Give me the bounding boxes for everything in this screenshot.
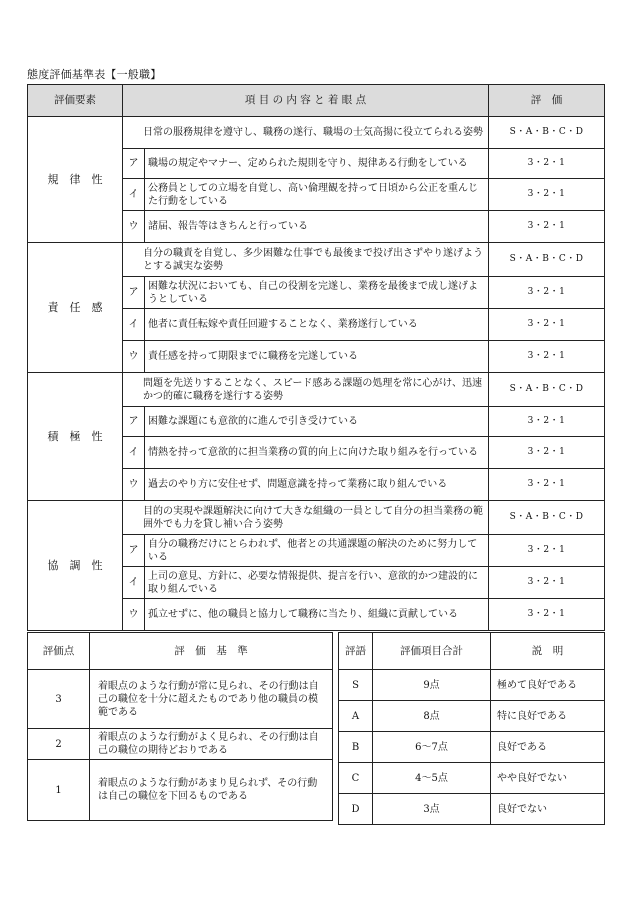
grade-description: 特に良好である	[491, 701, 605, 732]
category-label: 責 任 感	[28, 243, 123, 373]
grade-description: やや良好でない	[491, 763, 605, 794]
sub-rating-scale: 3・2・1	[489, 179, 605, 211]
grade-letter: S	[339, 670, 373, 701]
sub-rating-scale: 3・2・1	[489, 309, 605, 341]
sub-item-text: 過去のやり方に安住せず、問題意識を持って業務に取り組んでいる	[145, 469, 489, 501]
header-grade: 評語	[339, 633, 373, 670]
header-content: 項 目 の 内 容 と 着 眼 点	[123, 85, 489, 117]
sub-item-text: 困難な状況においても、自己の役割を完遂し、業務を最後まで成し遂げようとしている	[145, 277, 489, 309]
sub-item-text: 孤立せずに、他の職員と協力して職務に当たり、組織に貢献している	[145, 599, 489, 631]
sub-item-text: 公務員としての立場を自覚し、高い倫理観を持って日頃から公正を重んじた行動をしている	[145, 179, 489, 211]
page-title: 態度評価基準表【一般職】	[27, 68, 162, 81]
grade-letter: D	[339, 794, 373, 825]
sub-item-text: 他者に責任転嫁や責任回避することなく、業務遂行している	[145, 309, 489, 341]
header-total: 評価項目合計	[373, 633, 491, 670]
criteria-main-row	[28, 501, 605, 535]
grade-row	[339, 670, 605, 701]
sub-item-mark: ウ	[123, 469, 145, 501]
point-body	[28, 670, 333, 821]
sub-item-text: 上司の意見、方針に、必要な情報提供、提言を行い、意欲的かつ建設的に取り組んでいる	[145, 567, 489, 599]
point-criteria-text: 着眼点のような行動があまり見られず、その行動は自己の職位を下回るものである	[90, 760, 333, 821]
main-criterion-text: 目的の実現や課題解決に向けて大きな組織の一員として自分の担当業務の範囲外でも力を貸し補い合う姿勢	[123, 501, 489, 535]
grade-row	[339, 701, 605, 732]
criteria-main-row	[28, 117, 605, 149]
grade-total: 6～7点	[373, 732, 491, 763]
sub-rating-scale: 3・2・1	[489, 567, 605, 599]
sub-item-text: 諸届、報告等はきちんと行っている	[145, 211, 489, 243]
sub-item-mark: ウ	[123, 599, 145, 631]
sub-rating-scale: 3・2・1	[489, 599, 605, 631]
grade-total: 8点	[373, 701, 491, 732]
category-label: 規 律 性	[28, 117, 123, 243]
sub-item-mark: ア	[123, 149, 145, 179]
sub-rating-scale: 3・2・1	[489, 437, 605, 469]
point-value: 1	[28, 760, 90, 821]
header-rating: 評 価	[489, 85, 605, 117]
grade-total: 4～5点	[373, 763, 491, 794]
sub-item-text: 自分の職務だけにとらわれず、他者との共通課題の解決のために努力している	[145, 535, 489, 567]
sub-item-mark: イ	[123, 567, 145, 599]
grade-letter: B	[339, 732, 373, 763]
point-value: 3	[28, 670, 90, 729]
table-header-row	[28, 85, 605, 117]
grade-row	[339, 732, 605, 763]
sub-rating-scale: 3・2・1	[489, 277, 605, 309]
grade-total: 3点	[373, 794, 491, 825]
grade-total: 9点	[373, 670, 491, 701]
grade-description: 良好である	[491, 732, 605, 763]
sub-item-mark: ウ	[123, 341, 145, 373]
criteria-body	[28, 117, 605, 631]
sub-item-mark: イ	[123, 437, 145, 469]
criteria-main-row	[28, 243, 605, 277]
sub-rating-scale: 3・2・1	[489, 341, 605, 373]
grade-description: 良好でない	[491, 794, 605, 825]
grade-letter: A	[339, 701, 373, 732]
category-label: 協 調 性	[28, 501, 123, 631]
sub-item-mark: ア	[123, 535, 145, 567]
main-rating-scale: S・A・B・C・D	[489, 373, 605, 407]
sub-item-mark: ア	[123, 407, 145, 437]
sub-item-mark: ウ	[123, 211, 145, 243]
main-rating-scale: S・A・B・C・D	[489, 243, 605, 277]
sub-rating-scale: 3・2・1	[489, 535, 605, 567]
sub-item-mark: イ	[123, 179, 145, 211]
point-criteria-text: 着眼点のような行動が常に見られ、その行動は自己の職位を十分に超えたものであり他の職員の模範である	[90, 670, 333, 729]
criteria-main-row	[28, 373, 605, 407]
grade-body	[339, 670, 605, 825]
grade-row	[339, 794, 605, 825]
grade-row	[339, 763, 605, 794]
header-point: 評価点	[28, 633, 90, 670]
attitude-criteria-table	[27, 84, 605, 631]
point-value: 2	[28, 729, 90, 760]
sub-item-text: 困難な課題にも意欲的に進んで引き受けている	[145, 407, 489, 437]
point-row	[28, 729, 333, 760]
grade-table	[338, 632, 605, 825]
sub-rating-scale: 3・2・1	[489, 407, 605, 437]
table-header-row	[28, 633, 333, 670]
sub-rating-scale: 3・2・1	[489, 149, 605, 179]
main-rating-scale: S・A・B・C・D	[489, 117, 605, 149]
grade-description: 極めて良好である	[491, 670, 605, 701]
sub-item-mark: ア	[123, 277, 145, 309]
category-label: 積 極 性	[28, 373, 123, 501]
grade-letter: C	[339, 763, 373, 794]
main-criterion-text: 自分の職責を自覚し、多少困難な仕事でも最後まで投げ出さずやり遂げようとする誠実な姿勢	[123, 243, 489, 277]
table-header-row	[339, 633, 605, 670]
sub-item-text: 職場の規定やマナー、定められた規則を守り、規律ある行動をしている	[145, 149, 489, 179]
sub-item-text: 情熱を持って意欲的に担当業務の質的向上に向けた取り組みを行っている	[145, 437, 489, 469]
main-criterion-text: 問題を先送りすることなく、スピード感ある課題の処理を常に心がけ、迅速かつ的確に職務を遂行する姿勢	[123, 373, 489, 407]
header-element: 評価要素	[28, 85, 123, 117]
sub-rating-scale: 3・2・1	[489, 211, 605, 243]
main-rating-scale: S・A・B・C・D	[489, 501, 605, 535]
point-row	[28, 670, 333, 729]
header-criteria: 評 価 基 準	[90, 633, 333, 670]
sub-item-mark: イ	[123, 309, 145, 341]
main-criterion-text: 日常の服務規律を遵守し、職務の遂行、職場の士気高揚に役立てられる姿勢	[123, 117, 489, 149]
sub-rating-scale: 3・2・1	[489, 469, 605, 501]
point-criteria-text: 着眼点のような行動がよく見られ、その行動は自己の職位の期待どおりである	[90, 729, 333, 760]
header-desc: 説 明	[491, 633, 605, 670]
point-criteria-table	[27, 632, 333, 821]
point-row	[28, 760, 333, 821]
sub-item-text: 責任感を持って期限までに職務を完遂している	[145, 341, 489, 373]
